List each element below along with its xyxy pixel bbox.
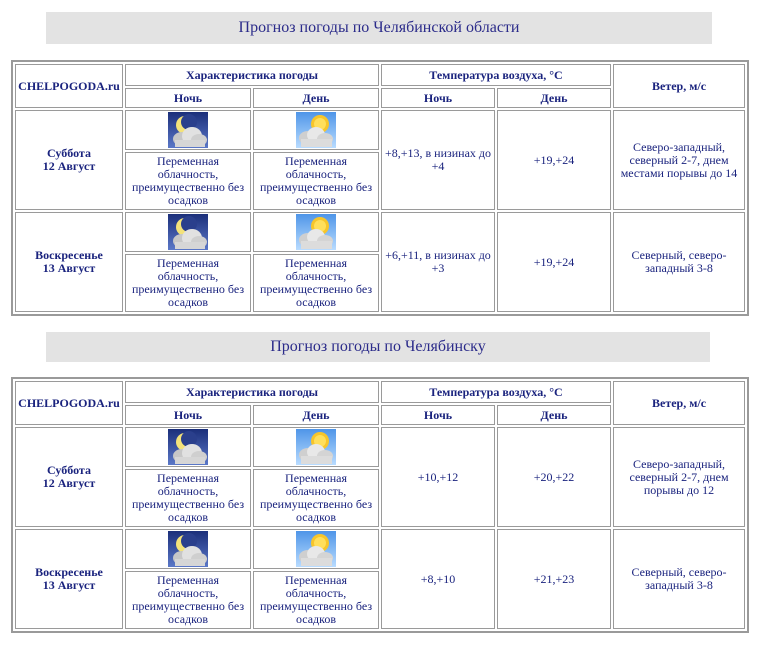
night-icon-cell: [125, 212, 251, 252]
day-icon-cell: [253, 427, 379, 467]
day-date: 13 Август: [42, 578, 96, 592]
day-name: Суббота: [47, 146, 91, 160]
day-name: Суббота: [47, 463, 91, 477]
wind-info: Северо-западный, северный 2-7, днем местами порывы до 14: [613, 110, 745, 210]
subheader-night: Ночь: [125, 405, 251, 425]
moon-cloud-icon: [168, 214, 208, 250]
temp-night: +8,+13, в низинах до +4: [381, 110, 495, 210]
night-description: Переменная облачность, преимущественно без осадков: [125, 469, 251, 527]
header-weather: Характеристика погоды: [125, 64, 379, 86]
moon-cloud-icon: [168, 112, 208, 148]
temp-day: +19,+24: [497, 212, 611, 312]
subheader-temp-night: Ночь: [381, 88, 495, 108]
sun-cloud-icon: [296, 531, 336, 567]
day-icon-cell: [253, 529, 379, 569]
day-cell: [15, 427, 123, 527]
day-date: 12 Август: [42, 476, 96, 490]
day-cell: [15, 529, 123, 629]
regional-forecast-title: Прогноз погоды по Челябинской области: [46, 12, 712, 44]
header-temperature: Температура воздуха, °C: [381, 64, 611, 86]
subheader-temp-day: День: [497, 405, 611, 425]
header-wind: Ветер, м/с: [613, 381, 745, 425]
sun-cloud-icon: [296, 214, 336, 250]
sun-cloud-icon: [296, 112, 336, 148]
subheader-night: Ночь: [125, 88, 251, 108]
day-date: 13 Август: [42, 261, 96, 275]
day-cell: [15, 212, 123, 312]
wind-info: Северный, северо-западный 3-8: [613, 529, 745, 629]
moon-cloud-icon: [168, 429, 208, 465]
moon-cloud-icon: [168, 531, 208, 567]
regional-forecast-table: [11, 60, 749, 316]
temp-night: +8,+10: [381, 529, 495, 629]
day-date: 12 Август: [42, 159, 96, 173]
header-wind: Ветер, м/с: [613, 64, 745, 108]
header-temperature: Температура воздуха, °C: [381, 381, 611, 403]
night-description: Переменная облачность, преимущественно без осадков: [125, 254, 251, 312]
day-description: Переменная облачность, преимущественно без осадков: [253, 571, 379, 629]
day-description: Переменная облачность, преимущественно без осадков: [253, 254, 379, 312]
night-icon-cell: [125, 427, 251, 467]
temp-night: +6,+11, в низинах до +3: [381, 212, 495, 312]
header-weather: Характеристика погоды: [125, 381, 379, 403]
day-icon-cell: [253, 212, 379, 252]
day-cell: [15, 110, 123, 210]
temp-night: +10,+12: [381, 427, 495, 527]
night-icon-cell: [125, 529, 251, 569]
subheader-day: День: [253, 405, 379, 425]
night-description: Переменная облачность, преимущественно без осадков: [125, 571, 251, 629]
subheader-temp-night: Ночь: [381, 405, 495, 425]
day-name: Воскресенье: [35, 565, 103, 579]
subheader-temp-day: День: [497, 88, 611, 108]
temp-day: +19,+24: [497, 110, 611, 210]
wind-info: Северный, северо-западный 3-8: [613, 212, 745, 312]
day-name: Воскресенье: [35, 248, 103, 262]
sun-cloud-icon: [296, 429, 336, 465]
night-icon-cell: [125, 110, 251, 150]
day-description: Переменная облачность, преимущественно без осадков: [253, 469, 379, 527]
wind-info: Северо-западный, северный 2-7, днем порывы до 12: [613, 427, 745, 527]
night-description: Переменная облачность, преимущественно без осадков: [125, 152, 251, 210]
brand-label: CHELPOGODA.ru: [15, 381, 123, 425]
subheader-day: День: [253, 88, 379, 108]
day-description: Переменная облачность, преимущественно без осадков: [253, 152, 379, 210]
temp-day: +21,+23: [497, 529, 611, 629]
brand-label: CHELPOGODA.ru: [15, 64, 123, 108]
city-forecast-table: [11, 377, 749, 633]
city-forecast-title: Прогноз погоды по Челябинску: [46, 332, 710, 362]
temp-day: +20,+22: [497, 427, 611, 527]
day-icon-cell: [253, 110, 379, 150]
